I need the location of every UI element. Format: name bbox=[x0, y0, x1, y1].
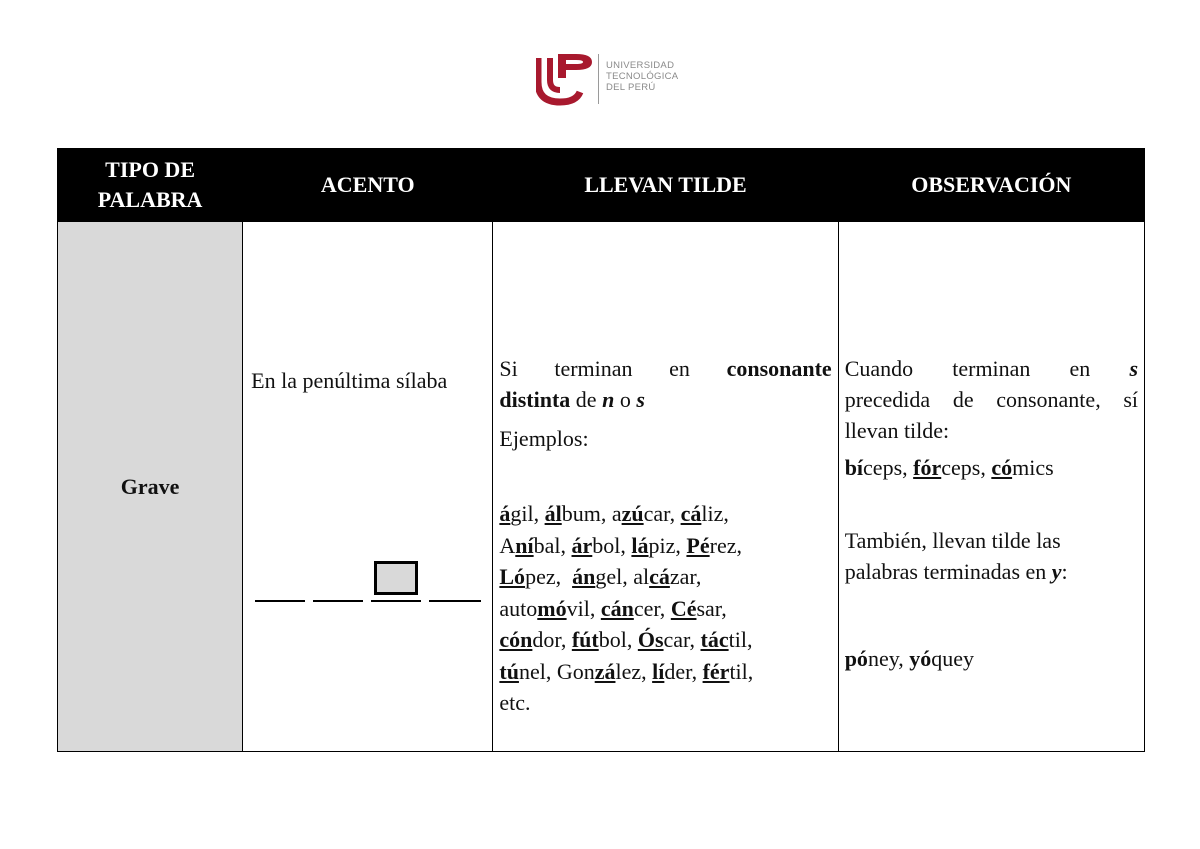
obs-line1: Cuando terminan en s bbox=[844, 356, 1138, 381]
table-header-row bbox=[58, 149, 1145, 222]
cell-acento bbox=[243, 222, 493, 752]
utp-logo bbox=[536, 52, 696, 106]
acento-description: En la penúltima sílaba bbox=[251, 368, 448, 393]
cell-llevan-tilde bbox=[493, 222, 838, 752]
logo-wordmark bbox=[606, 60, 678, 93]
accent-rules-table bbox=[57, 148, 1145, 752]
logo-line-2: TECNOLÓGICA bbox=[606, 71, 679, 82]
logo-line-1: UNIVERSIDAD bbox=[606, 60, 675, 71]
obs-examples-2: póney, yóquey bbox=[844, 646, 975, 671]
ejemplos-label: Ejemplos: bbox=[499, 426, 589, 451]
obs-examples-1: bíceps, fórceps, cómics bbox=[844, 455, 1054, 480]
grave-examples: ágil, álbum, azúcar, cáliz, Aníbal, árbol, lápiz, Pérez, López, ángel, alcázar, automóvil, cáncer, César, cóndor, fútbol, Óscar, táctil, túnel, González, líder, fértil, etc. bbox=[499, 501, 754, 715]
syllable-blank-1 bbox=[255, 600, 305, 602]
tilde-rule-line2: distinta de n o s bbox=[499, 387, 645, 412]
table-row bbox=[58, 222, 1145, 752]
obs-tambien: También, llevan tilde las palabras terminadas en y: bbox=[844, 528, 1068, 584]
header-tipo: TIPO DE PALABRA bbox=[58, 149, 243, 222]
cell-observacion bbox=[838, 222, 1144, 752]
header-llevan-tilde: LLEVAN TILDE bbox=[493, 149, 838, 222]
tilde-rule-line1: Si terminan en consonante bbox=[499, 356, 832, 381]
logo-line-3: DEL PERÚ bbox=[606, 82, 656, 93]
cell-tipo: Grave bbox=[58, 222, 243, 752]
stressed-syllable-box bbox=[374, 561, 418, 595]
logo-divider bbox=[598, 54, 599, 104]
obs-line2: precedida de consonante, sí llevan tilde: bbox=[844, 387, 1138, 443]
header-acento: ACENTO bbox=[243, 149, 493, 222]
utp-emblem-icon bbox=[536, 52, 594, 106]
syllable-blank-4 bbox=[429, 600, 481, 602]
syllable-blank-3 bbox=[371, 600, 421, 602]
header-observacion: OBSERVACIÓN bbox=[838, 149, 1144, 222]
syllable-blank-2 bbox=[313, 600, 363, 602]
